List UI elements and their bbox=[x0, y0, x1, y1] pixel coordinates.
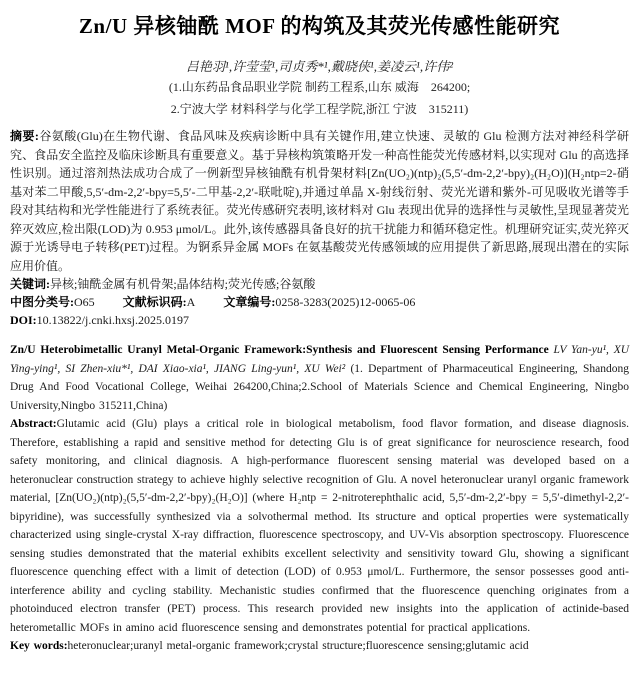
keywords-cn-text: 异核;铀酰金属有机骨架;晶体结构;荧光传感;谷氨酸 bbox=[50, 277, 316, 291]
affiliation-cn-line1: (1.山东药品食品职业学院 制药工程系,山东 威海 264200; bbox=[168, 80, 471, 94]
abstract-cn-text: 谷氨酸(Glu)在生物代谢、食品风味及疾病诊断中具有关键作用,建立快速、灵敏的 Glu 检测方法对神经科学研究、食品安全监控及临床诊断具有重要意义。基于异核构筑策略开发一种高性能荧光传感材料,以实现对 Glu 的高选择性识别。通过溶剂热法成功合成了一例新型异核铀酰有机骨架材料[Zn(UO₂)(ntp)₂(5,5′-dm-2,2′-bpy)₂(H₂O)](H₂ntp=2-硝基对苯二甲酸,5,5′-dm-2,2′-bpy=5,5′-二甲基-2,2′-联吡啶),并通过单晶 X-射线衍射、荧光光谱和紫外-可见吸收光谱等手段对其结构和光学性能进行了系统表征。荧光传感研究表明,该材料对 Glu 表现出优异的选择性与灵敏性,呈现显著荧光猝灭效应,检出限(LOD)为 0.953 μmol/L。此外,该传感器具备良好的抗干扰能力和循环稳定性。机理研究证实,荧光猝灭源于光诱导电子转移(PET)过程。为锕系异金属 MOFs 在氨基酸荧光传感领域的应用提供了新思路,展现出潜在的实际应用价值。 bbox=[10, 129, 630, 273]
classification-line bbox=[10, 293, 629, 311]
clc-label: 中图分类号: bbox=[10, 295, 74, 309]
keywords-cn-label: 关键词: bbox=[10, 277, 50, 291]
authors-cn: 吕艳羽¹,许莹莹¹,司贞秀*¹,戴晓侠¹,姜凌云¹,许伟² bbox=[185, 59, 454, 74]
doi-line bbox=[10, 311, 629, 329]
en-title-authors-block bbox=[10, 341, 629, 415]
article-id-label: 文章编号: bbox=[223, 295, 276, 309]
doc-code-pair bbox=[123, 295, 196, 309]
paper-title-cn: Zn/U 异核铀酰 MOF 的构筑及其荧光传感性能研究 bbox=[78, 14, 561, 38]
clc-pair bbox=[10, 295, 95, 309]
doi-value: 10.13822/j.cnki.hxsj.2025.0197 bbox=[36, 313, 190, 327]
doc-code-value: A bbox=[186, 295, 196, 309]
keywords-cn-line bbox=[10, 275, 629, 293]
paper-title-en: Zn/U Heterobimetallic Uranyl Metal-Organic Framework:Synthesis and Fluorescent Sensing Performance bbox=[10, 344, 549, 356]
affiliation-cn-line2: 2.宁波大学 材料科学与化学工程学院,浙江 宁波 315211) bbox=[170, 102, 469, 116]
doc-code-label: 文献标识码: bbox=[122, 295, 187, 309]
keywords-en-line bbox=[10, 637, 629, 656]
clc-value: O65 bbox=[74, 295, 95, 309]
abstract-cn-label: 摘要: bbox=[10, 129, 39, 143]
keywords-en-text: heteronuclear;uranyl metal-organic framework;crystal structure;fluorescence sensing;glutamic acid bbox=[67, 640, 529, 652]
abstract-cn bbox=[10, 127, 629, 275]
abstract-en-label: Abstract: bbox=[10, 418, 57, 430]
article-id-pair bbox=[223, 295, 415, 309]
article-id-value: 0258-3283(2025)12-0065-06 bbox=[275, 295, 416, 309]
authors-en: LV Yan-yu¹, XU Ying-ying¹, SI Zhen-xiu*¹, DAI Xiao-xia¹, JIANG Ling-yun¹, XU Wei² bbox=[10, 344, 630, 375]
affiliation-en: (1. Department of Pharmaceutical Engineering, Shandong Drug And Food Vocational College, Weihai 264200,China;2.School of Materials Science and Chemical Engineering, Ningbo University,Ningbo 315211,China) bbox=[10, 362, 630, 412]
abstract-en-text: Glutamic acid (Glu) plays a critical role in biological metabolism, food flavor formation, and disease diagnosis. Therefore, establishing a rapid and sensitive method for detecting Glu is of great significance for neuroscience research, food safety monitoring, and clinical diagnosis. A high-performance fluorescent sensing material was developed based on a heteronuclear construction strategy to achieve highly selective recognition of Glu. A novel heteronuclear uranyl organic framework material, [Zn(UO₂)(ntp)₂(5,5′-dm-2,2′-bpy)₂(H₂O)] (where H₂ntp = 2-nitroterephthalic acid, 5,5′-dm-2,2′-bpy = 5,5′-dimethyl-2,2′-bipyridine), was successfully synthesized via a solvothermal method. Its structure and optical properties were systematically characterized using single-crystal X-ray diffraction, fluorescence spectroscopy, and UV-Vis absorption spectroscopy. Fluorescence sensing studies demonstrated that the material exhibits excellent selectivity and sensitivity toward Glu, showing a significant fluorescence quenching effect with a limit of detection (LOD) of 0.953 μmol/L. Furthermore, the sensor possesses good anti-interference ability and cycling stability. Mechanistic studies confirmed that the fluorescence quenching originates from a photoinduced electron transfer (PET) process. This research provided new insights into the application of actinide-based heterometallic MOFs in amino acid fluorescence sensing and demonstrates potential for practical applications. bbox=[10, 418, 629, 634]
doi-label: DOI: bbox=[10, 313, 37, 327]
english-section bbox=[10, 341, 629, 656]
keywords-en-label: Key words: bbox=[10, 640, 68, 652]
abstract-en bbox=[10, 415, 629, 637]
